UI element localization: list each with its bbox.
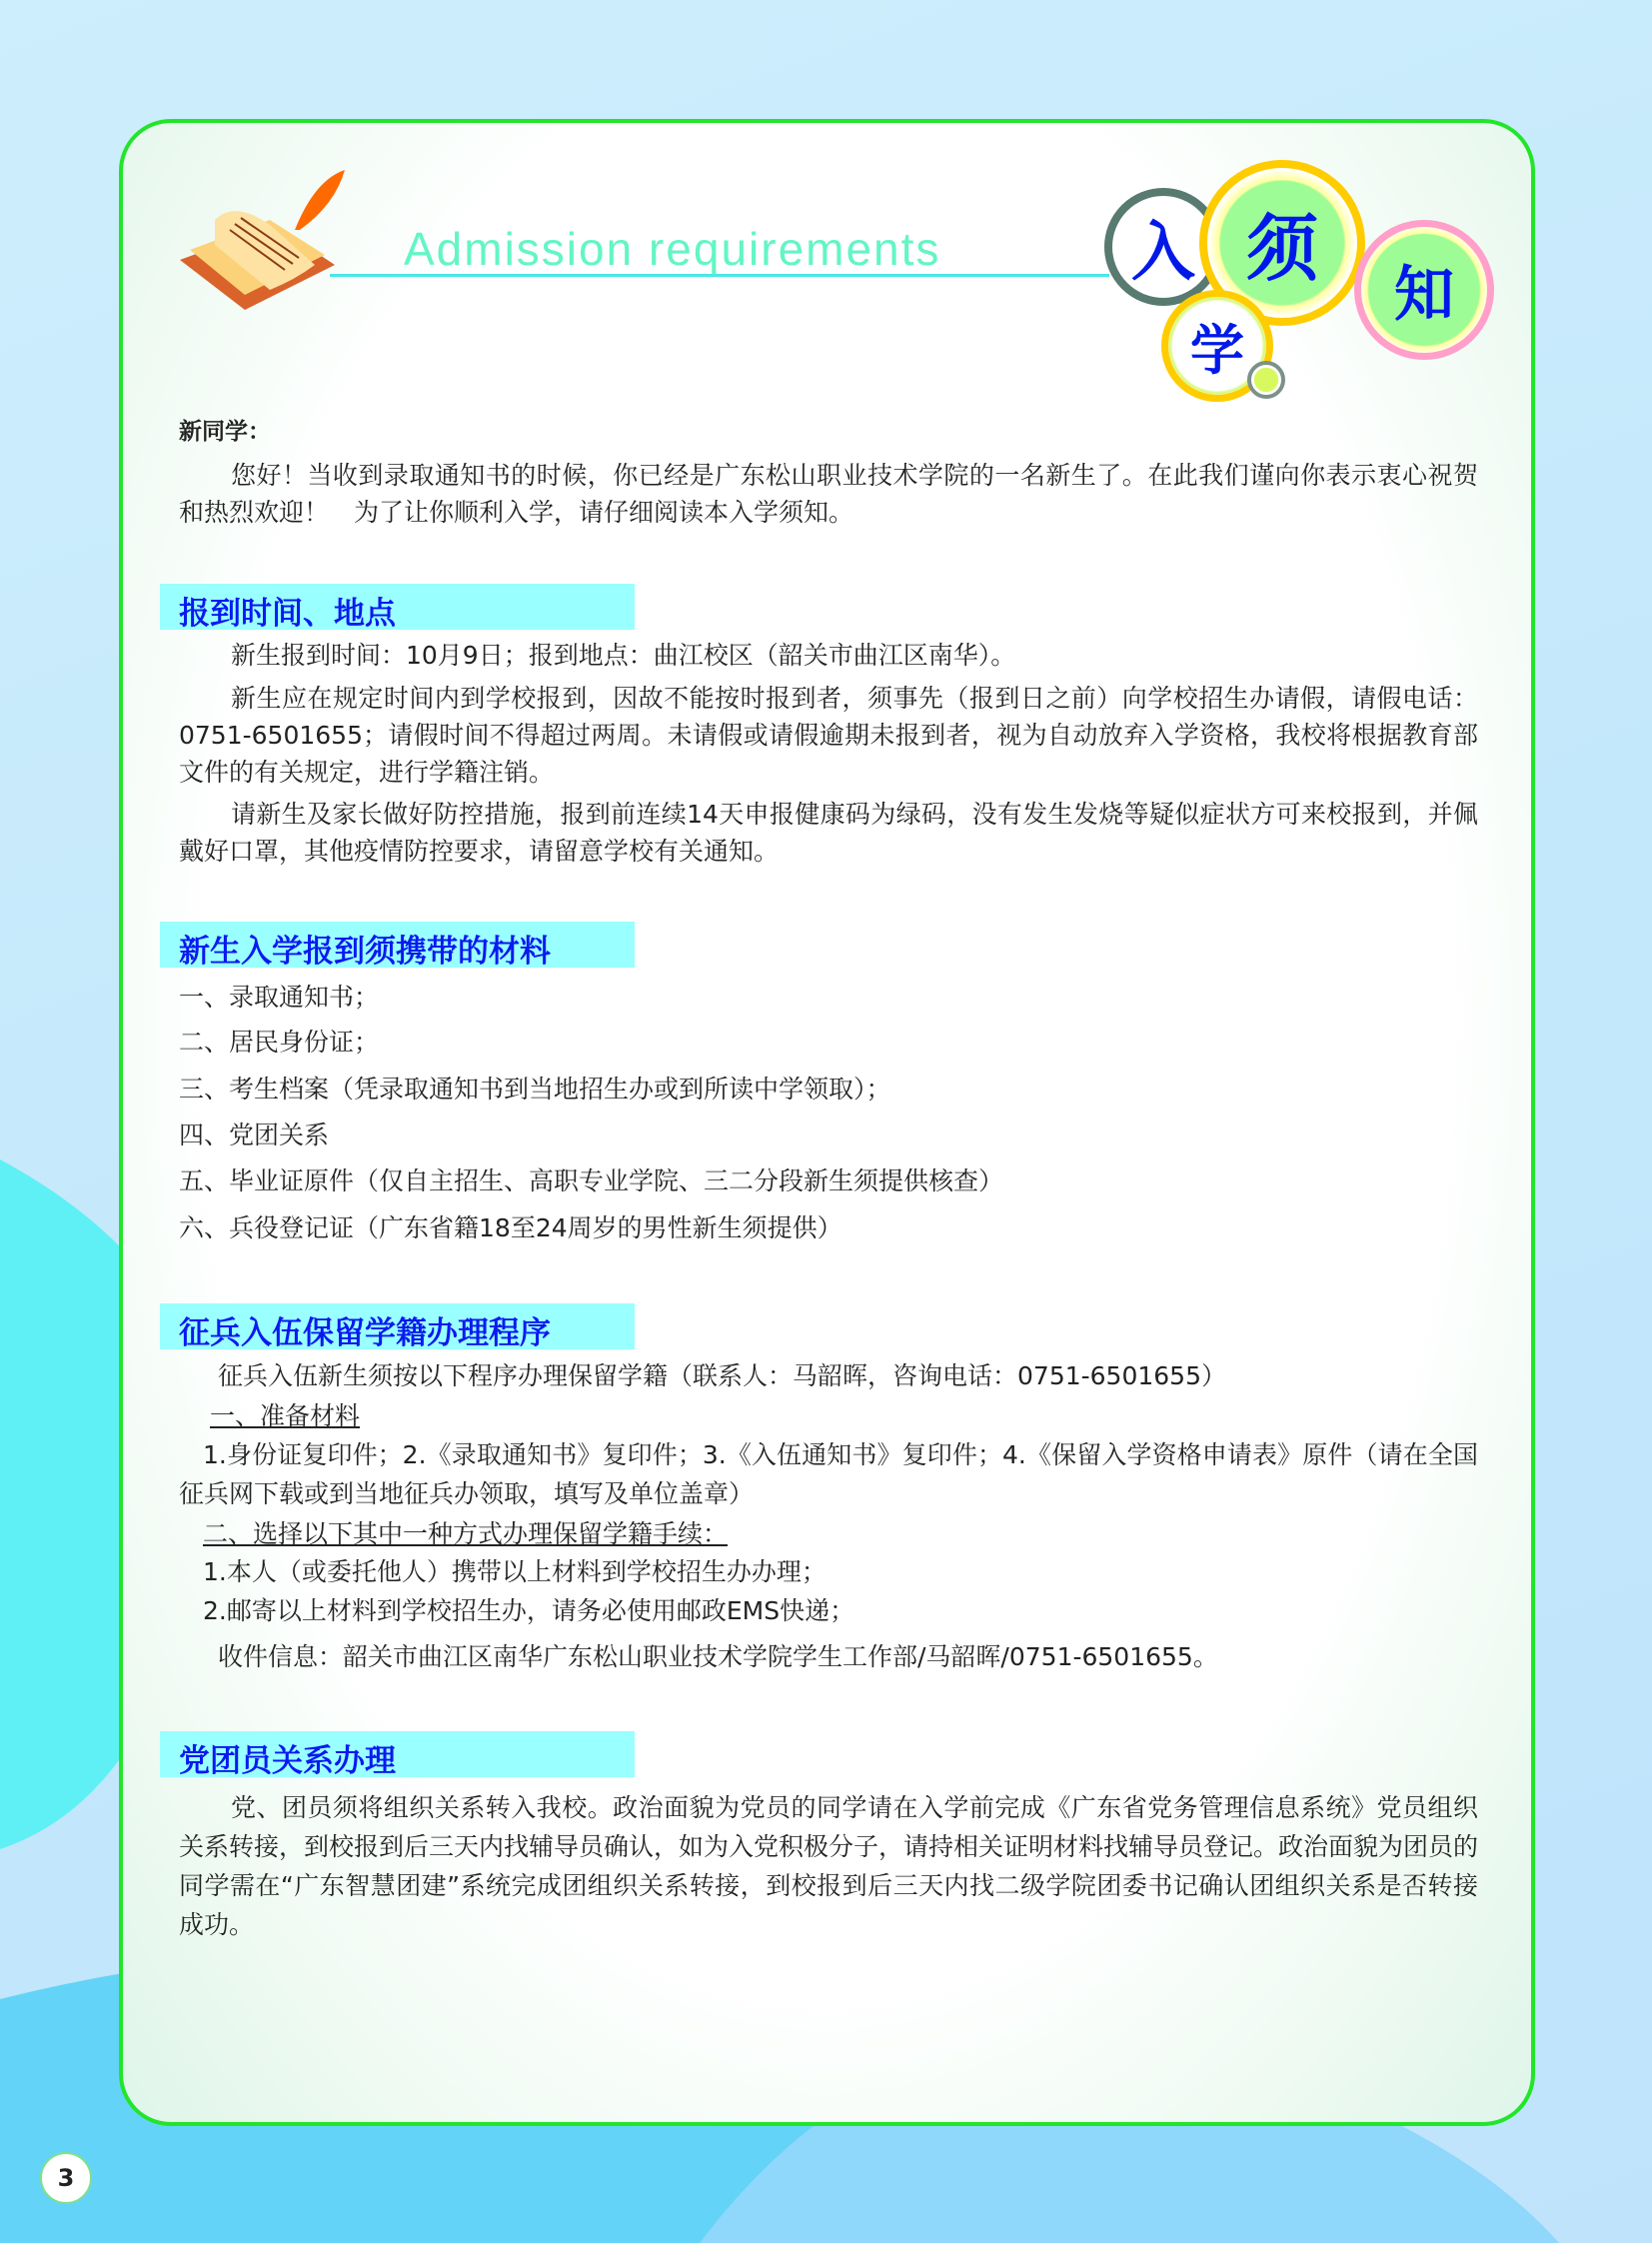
list-item: 六、兵役登记证（广东省籍18至24周岁的男性新生须提供）: [179, 1213, 842, 1242]
section-header-materials: [160, 922, 635, 968]
badge-char: 须: [1245, 207, 1318, 291]
option-text: 1.本人（或委托他人）携带以上材料到学校招生办办理；: [203, 1557, 826, 1586]
badge-circle-zhi: [1354, 220, 1494, 360]
page-number: 3: [40, 2152, 92, 2204]
badge-char: 学: [1190, 318, 1244, 382]
section-header-party: [160, 1731, 635, 1777]
badge-char: 知: [1394, 260, 1454, 330]
list-item: 二、居民身份证；: [179, 1028, 380, 1057]
paragraph: 党、团员须将组织关系转入我校。政治面貌为党员的同学请在入学前完成《广东省党务管理信息系统》党员组织关系转接，到校报到后三天内找辅导员确认，如为入党积极分子，请持相关证明材料找辅导员登记。政治面貌为团员的同学需在“广东智慧团建”系统完成团组织关系转接，到校报到后三天内找二级学院团委书记确认团组织关系是否转接成功。: [179, 1793, 1479, 1939]
paragraph: 新生应在规定时间内到学校报到，因故不能按时报到者，须事先（报到日之前）向学校招生办请假，请假电话：0751-6501655；请假时间不得超过两周。未请假或请假逾期未报到者，视为自动放弃入学资格，我校将根据教育部文件的有关规定，进行学籍注销。: [179, 684, 1478, 787]
materials-text: 1.身份证复印件；2.《录取通知书》复印件；3.《入伍通知书》复印件；4.《保留入学资格申请表》原件（请在全国征兵网下载或到当地征兵办领取，填写及单位盖章）: [179, 1440, 1478, 1508]
section-title: 新生入学报到须携带的材料: [179, 934, 551, 970]
list-item: 四、党团关系: [179, 1121, 330, 1149]
badge-dot: [1247, 361, 1285, 399]
subheading: 二、选择以下其中一种方式办理保留学籍手续：: [203, 1519, 729, 1548]
section-header-military: [160, 1303, 635, 1349]
paragraph: 请新生及家长做好防控措施，报到前连续14天申报健康码为绿码，没有发生发烧等疑似症状方可来校报到，并佩戴好口罩，其他疫情防控要求，请留意学校有关通知。: [179, 800, 1478, 866]
subheading: 一、准备材料: [210, 1401, 361, 1430]
paragraph: 新生报到时间：10月9日；报到地点：曲江校区（韶关市曲江区南华）。: [231, 641, 1016, 670]
address-text: 收件信息：韶关市曲江区南华广东松山职业技术学院学生工作部/马韶晖/0751-6501655。: [218, 1642, 1218, 1671]
scroll-book-icon: [175, 170, 345, 315]
english-title: Admission requirements: [404, 223, 941, 275]
section-title: 征兵入伍保留学籍办理程序: [179, 1315, 551, 1351]
section-header-registration: [160, 584, 635, 630]
option-text: 2.邮寄以上材料到学校招生办，请务必使用邮政EMS快递；: [203, 1596, 855, 1625]
list-item: 三、考生档案（凭录取通知书到当地招生办或到所读中学领取）；: [179, 1075, 891, 1104]
intro-text: 征兵入伍新生须按以下程序办理保留学籍（联系人：马韶晖，咨询电话：0751-6501655）: [218, 1361, 1226, 1390]
list-item: 一、录取通知书；: [179, 983, 380, 1012]
list-item: 五、毕业证原件（仅自主招生、高职专业学院、三二分段新生须提供核查）: [179, 1166, 1004, 1195]
section-title: 报到时间、地点: [179, 596, 396, 632]
salutation: 新同学：: [179, 419, 271, 445]
greeting-paragraph: 您好！当收到录取通知书的时候，你已经是广东松山职业技术学院的一名新生了。在此我们谨向你表示衷心祝贺和热烈欢迎！ 为了让你顺利入学，请仔细阅读本入学须知。: [179, 461, 1478, 527]
badge-char: 入: [1131, 216, 1195, 290]
section-title: 党团员关系办理: [179, 1743, 396, 1779]
